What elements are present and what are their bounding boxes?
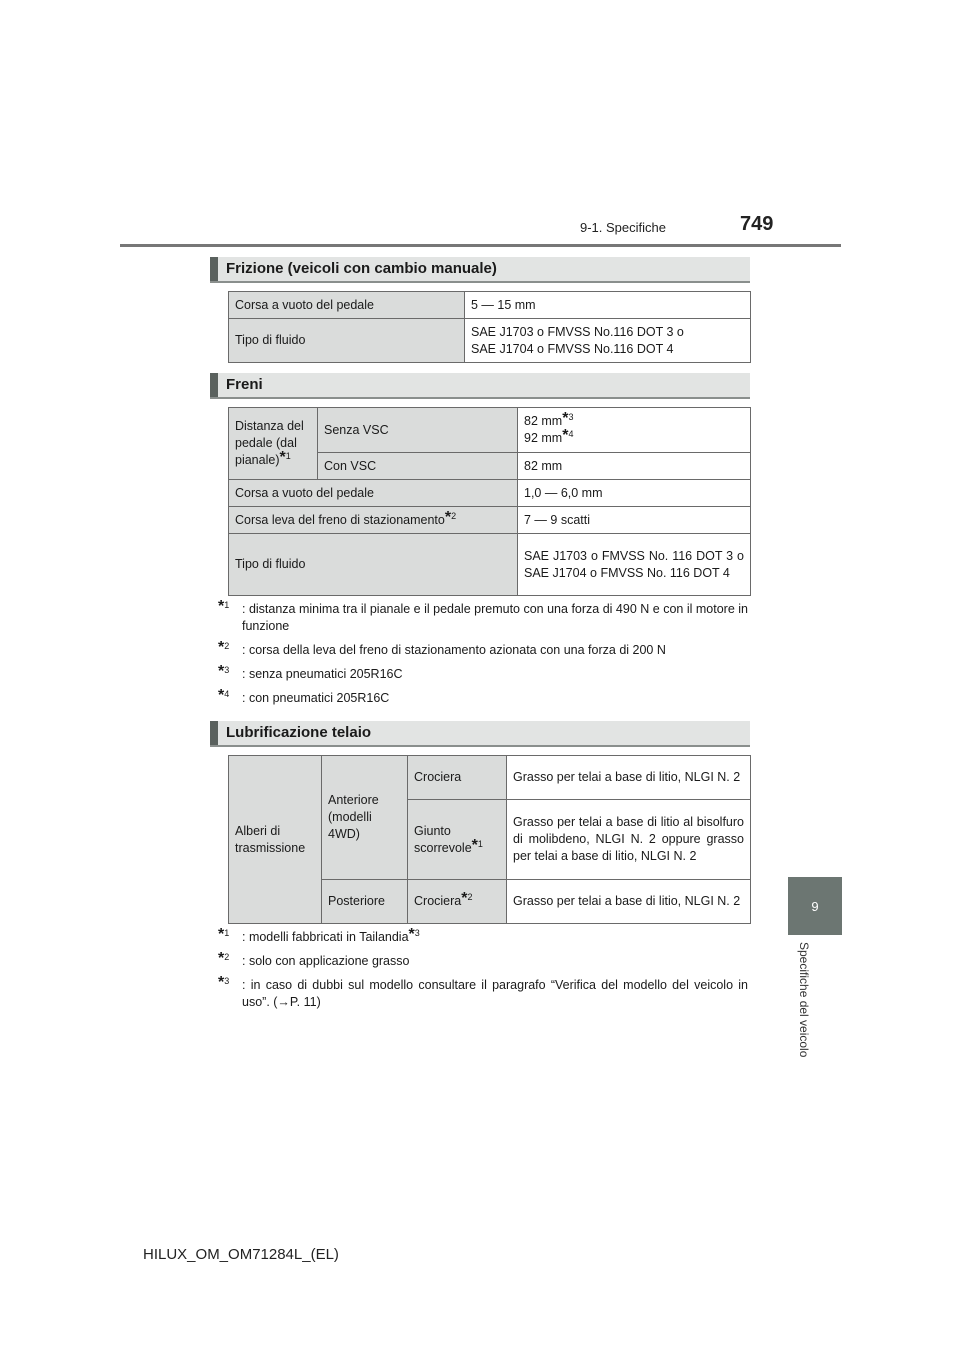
document-code: HILUX_OM_OM71284L_(EL) [143, 1246, 339, 1263]
section-title: 9-1. Specifiche [580, 220, 666, 235]
header-rule [120, 244, 841, 247]
rear-crociera-label: Crociera*$^2$ [408, 880, 507, 924]
giunto-value: Grasso per telai a base di litio al bisolfuro di molibdeno, NLGI N. 2 oppure grasso per telai a base di litio, NLGI N. 2 [507, 800, 751, 880]
table-row [229, 756, 751, 800]
note-item: *$^2$ : solo con applicazione grasso [218, 950, 410, 968]
crociera-value: Grasso per telai a base di litio, NLGI N. 2 [507, 756, 751, 800]
brake-fluid-label: Tipo di fluido [229, 534, 518, 596]
note-item: *$^2$ : corsa della leva del freno di stazionamento azionata con una forza di 200 N [218, 639, 666, 657]
clutch-heading-text: Frizione (veicoli con cambio manuale) [226, 260, 497, 277]
table-row [229, 408, 751, 453]
table-row [229, 319, 751, 363]
brake-freeplay-label: Corsa a vuoto del pedale [229, 480, 518, 507]
brake-fluid-value: SAE J1703 o FMVSS No. 116 DOT 3 o SAE J1704 o FMVSS No. 116 DOT 4 [518, 534, 751, 596]
clutch-fluid-line1: SAE J1703 o FMVSS No.116 DOT 3 o [471, 324, 684, 339]
brakes-table [228, 407, 751, 596]
note-item: *$^1$ : distanza minima tra il pianale e il pedale premuto con una forza di 490 N e con il motore in funzione [218, 598, 748, 633]
clutch-fluid-line2: SAE J1704 o FMVSS No.116 DOT 4 [471, 341, 674, 356]
clutch-fluid-label: Tipo di fluido [229, 319, 465, 363]
chassis-table [228, 755, 751, 924]
chapter-side-label [770, 942, 824, 1072]
parking-brake-label: Corsa leva del freno di stazionamento*$^2$ [229, 507, 518, 534]
note-item: *$^3$ : in caso di dubbi sul modello consultare il paragrafo “Verifica del modello del veicolo in uso”. (→P. 11) [218, 974, 748, 1009]
front-label: Anteriore (modelli 4WD) [322, 756, 408, 880]
rear-value: Grasso per telai a base di litio, NLGI N. 2 [507, 880, 751, 924]
note-item: *$^3$ : senza pneumatici 205R16C [218, 663, 403, 681]
senza-vsc-value: 82 mm*$^3$ 92 mm*$^4$ [518, 408, 751, 453]
brake-freeplay-value: 1,0 — 6,0 mm [518, 480, 751, 507]
chapter-label: Specifiche del veicolo [797, 942, 811, 1058]
chassis-notes [218, 926, 748, 1018]
con-vsc-label: Con VSC [318, 453, 518, 480]
crociera-label: Crociera [408, 756, 507, 800]
giunto-label: Giunto scorrevole*$^1$ [408, 800, 507, 880]
note-item: *$^1$ : modelli fabbricati in Tailandia*$^3$ [218, 926, 420, 944]
parking-brake-value: 7 — 9 scatti [518, 507, 751, 534]
rear-label: Posteriore [322, 880, 408, 924]
chassis-heading [210, 721, 750, 747]
brakes-heading-text: Freni [226, 376, 263, 393]
note-item: *$^4$ : con pneumatici 205R16C [218, 687, 390, 705]
table-row [229, 534, 751, 596]
chapter-tab [788, 877, 842, 935]
clutch-freeplay-value: 5 — 15 mm [465, 292, 751, 319]
con-vsc-value: 82 mm [518, 453, 751, 480]
clutch-freeplay-label: Corsa a vuoto del pedale [229, 292, 465, 319]
brakes-heading [210, 373, 750, 399]
table-row [229, 507, 751, 534]
shaft-label: Alberi di trasmissione [229, 756, 322, 924]
brakes-notes [218, 598, 748, 714]
clutch-fluid-value [465, 319, 751, 363]
page-number: 749 [740, 213, 774, 235]
table-row [229, 480, 751, 507]
pedal-distance-label: Distanza del pedale (dal pianale)*$^1$ [229, 408, 318, 480]
senza-vsc-label: Senza VSC [318, 408, 518, 453]
clutch-heading [210, 257, 750, 283]
clutch-table [228, 291, 751, 363]
table-row [229, 292, 751, 319]
chassis-heading-text: Lubrificazione telaio [226, 724, 372, 741]
chapter-number: 9 [811, 898, 819, 914]
